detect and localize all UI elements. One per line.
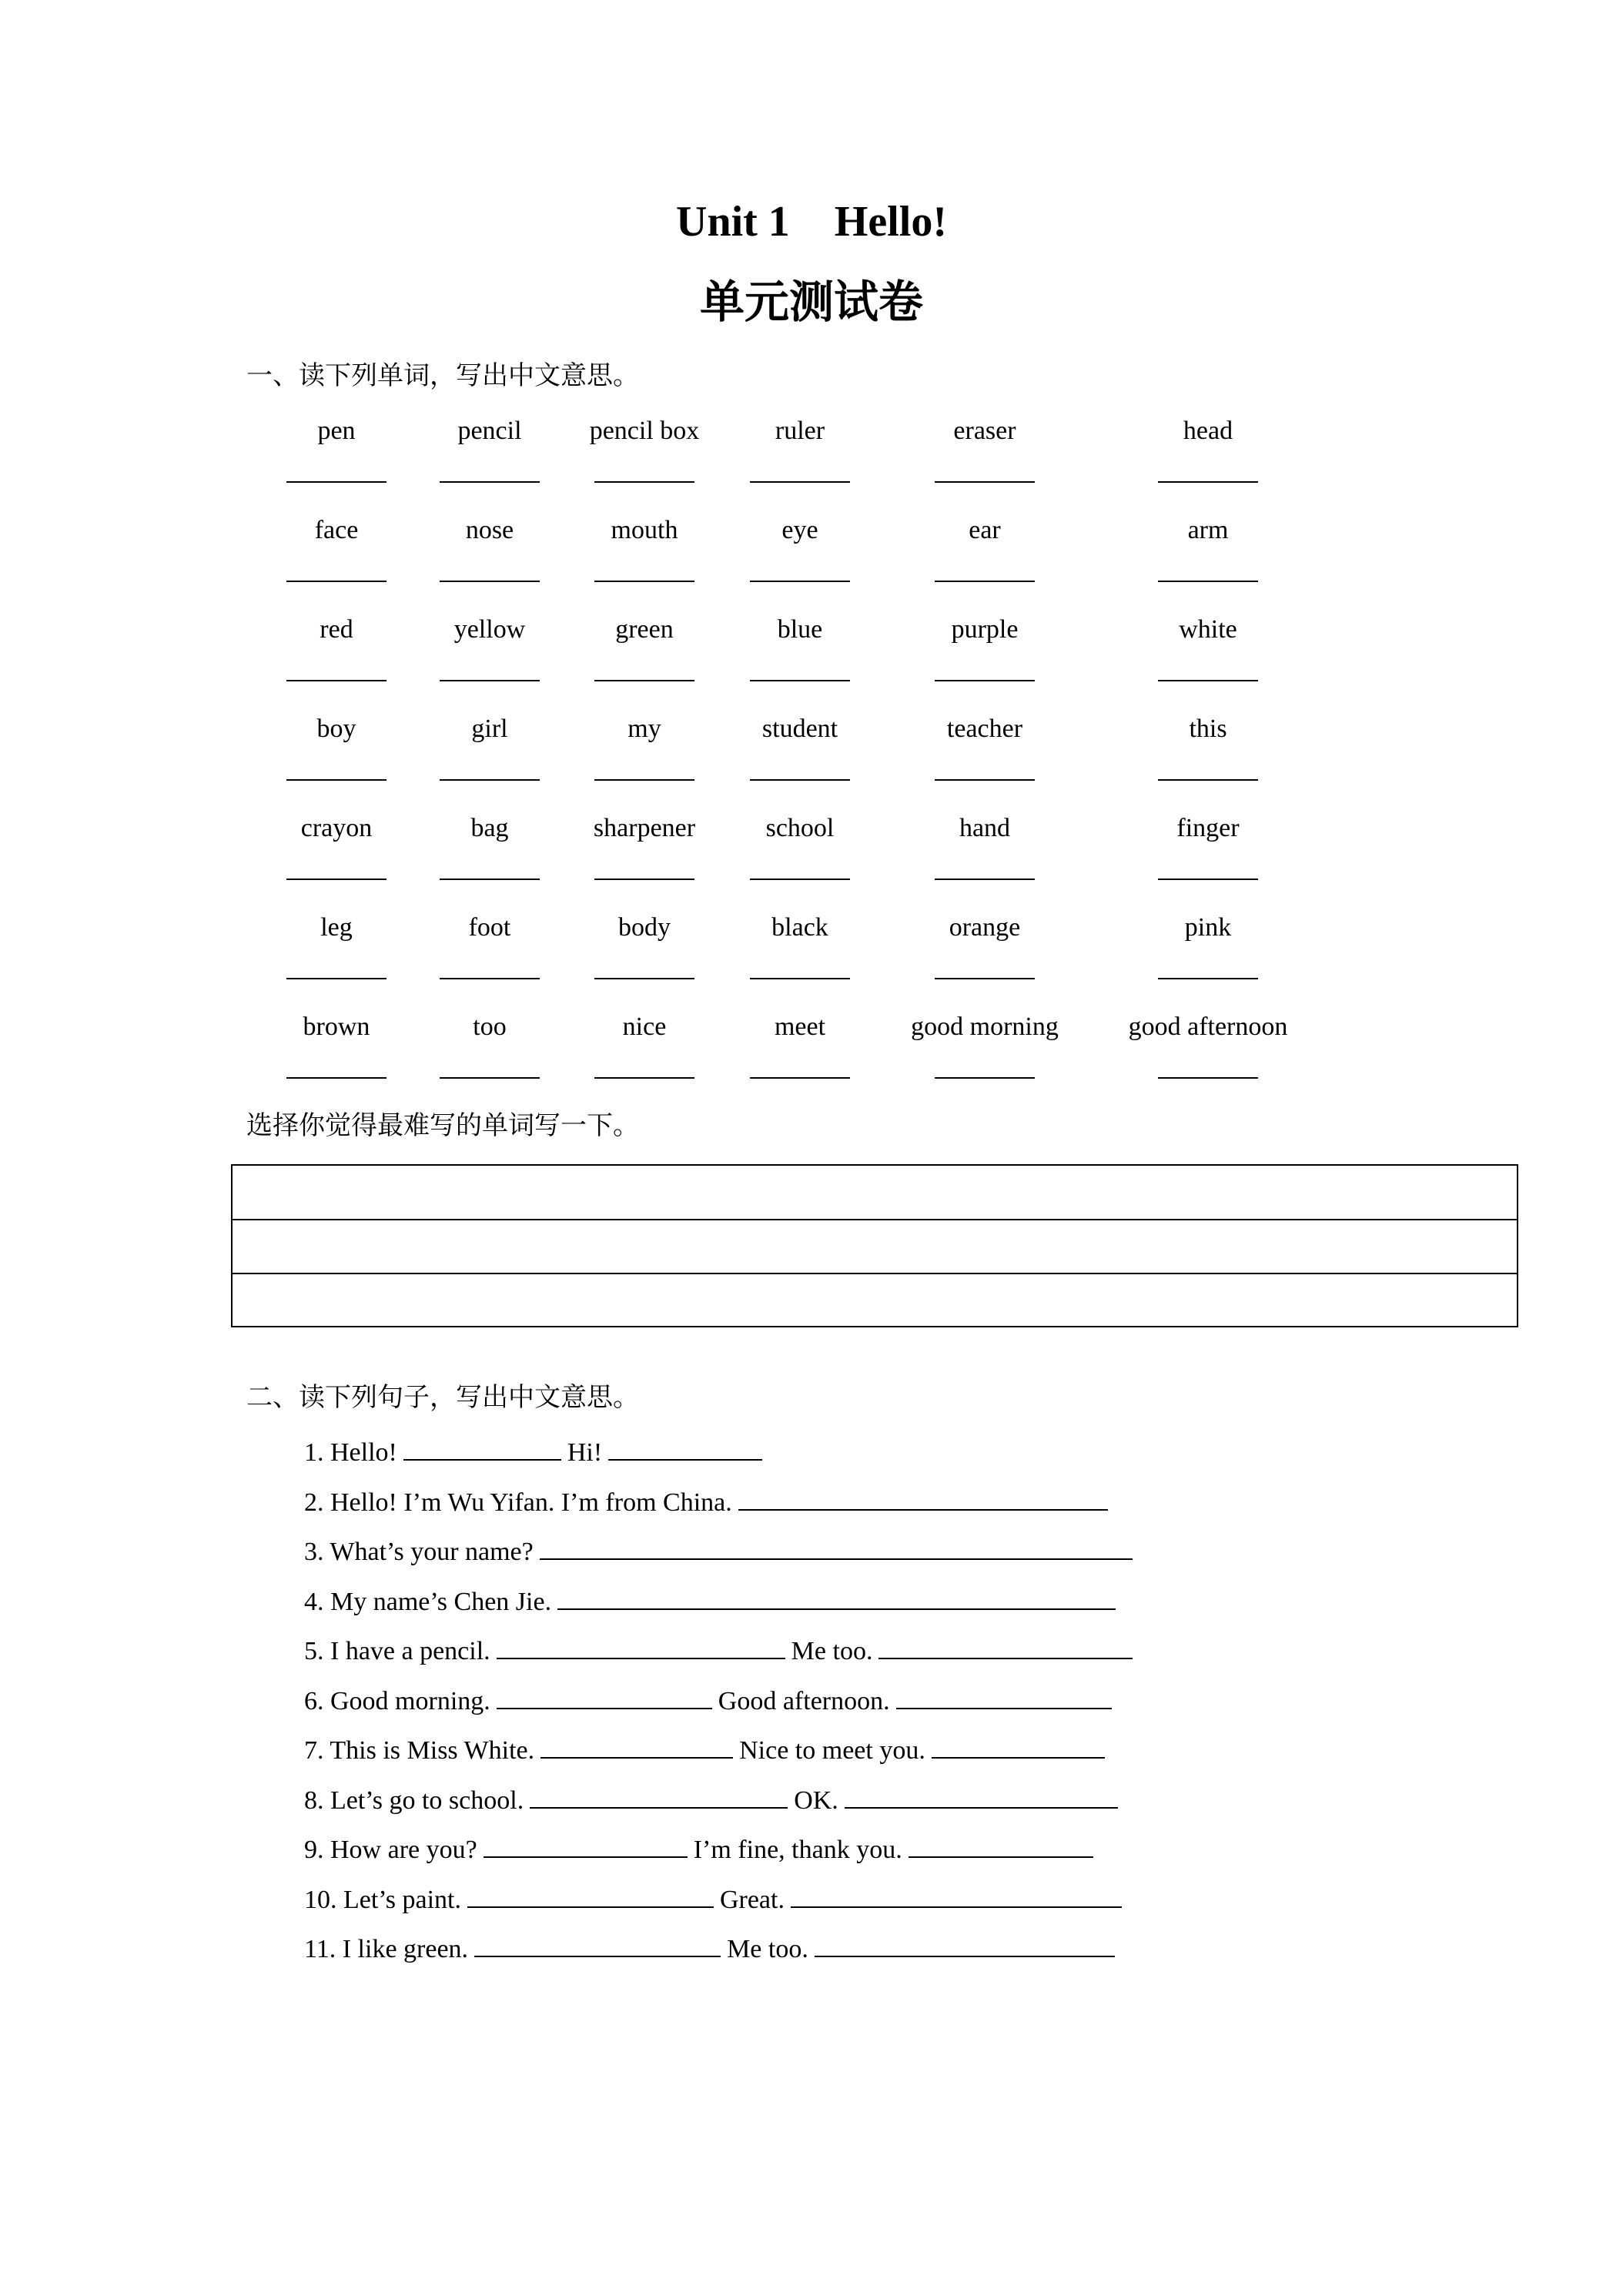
sentence-item <box>304 1428 1139 1478</box>
vocab-word: blue <box>777 615 823 644</box>
sentence-text: 8. Let’s go to school. <box>304 1786 524 1815</box>
sentence-text: 2. Hello! I’m Wu Yifan. I’m from China. <box>304 1488 732 1517</box>
sentence-text: 1. Hello! <box>304 1438 397 1467</box>
handwriting-rule <box>233 1273 1517 1274</box>
vocab-word: meet <box>774 1012 826 1041</box>
vocab-word: purple <box>951 615 1019 644</box>
answer-blank[interactable] <box>1158 481 1258 483</box>
word-row <box>0 805 1623 905</box>
sentence-item <box>304 1627 1139 1677</box>
answer-blank[interactable] <box>935 879 1035 880</box>
vocab-word: green <box>615 615 674 644</box>
answer-blank[interactable] <box>932 1734 1105 1759</box>
answer-blank[interactable] <box>594 879 694 880</box>
vocab-word: this <box>1189 715 1227 743</box>
vocab-word: head <box>1183 417 1233 445</box>
answer-blank[interactable] <box>750 879 850 880</box>
answer-blank[interactable] <box>1158 581 1258 582</box>
answer-blank[interactable] <box>484 1833 688 1858</box>
sentence-item <box>304 1776 1139 1826</box>
vocab-word: bag <box>470 814 509 842</box>
answer-blank[interactable] <box>608 1436 762 1461</box>
answer-blank[interactable] <box>750 1077 850 1079</box>
answer-blank[interactable] <box>1158 680 1258 681</box>
vocab-word: body <box>618 913 671 942</box>
sentence-text: I’m fine, thank you. <box>693 1836 902 1864</box>
answer-blank[interactable] <box>1158 1077 1258 1079</box>
vocab-word: white <box>1179 615 1237 644</box>
answer-blank[interactable] <box>1158 879 1258 880</box>
answer-blank[interactable] <box>497 1685 712 1709</box>
answer-blank[interactable] <box>896 1685 1112 1709</box>
answer-blank[interactable] <box>286 1077 387 1079</box>
write-prompt: 选择你觉得最难写的单词写一下。 <box>246 1110 639 1141</box>
sentence-item <box>304 1876 1139 1926</box>
vocab-word: pencil <box>457 417 522 445</box>
unit-label: Unit 1 <box>676 198 790 246</box>
answer-blank[interactable] <box>738 1486 1108 1511</box>
sentence-item <box>304 1925 1139 1975</box>
vocabulary-grid <box>0 408 1623 1103</box>
answer-blank[interactable] <box>750 978 850 979</box>
answer-blank[interactable] <box>286 879 387 880</box>
answer-blank[interactable] <box>935 1077 1035 1079</box>
answer-blank[interactable] <box>594 680 694 681</box>
sentence-item <box>304 1677 1139 1727</box>
answer-blank[interactable] <box>594 779 694 781</box>
vocab-word: student <box>761 715 838 743</box>
sentence-text: Hi! <box>567 1438 603 1467</box>
answer-blank[interactable] <box>286 481 387 483</box>
answer-blank[interactable] <box>403 1436 561 1461</box>
section2-heading: 二、读下列句子，写出中文意思。 <box>246 1382 639 1413</box>
sentence-text: 6. Good morning. <box>304 1686 490 1715</box>
sentence-item <box>304 1528 1139 1578</box>
sentence-text: 4. My name’s Chen Jie. <box>304 1587 552 1616</box>
vocab-word: finger <box>1176 814 1240 842</box>
answer-blank[interactable] <box>909 1833 1093 1858</box>
answer-blank[interactable] <box>878 1635 1133 1659</box>
vocab-word: ruler <box>775 417 825 445</box>
answer-blank[interactable] <box>750 481 850 483</box>
vocab-word: black <box>771 913 828 942</box>
answer-blank[interactable] <box>935 779 1035 781</box>
vocab-word: nose <box>465 516 514 544</box>
vocab-word: boy <box>316 715 356 743</box>
vocab-word: nice <box>622 1012 667 1041</box>
word-row <box>0 607 1623 706</box>
answer-blank[interactable] <box>935 481 1035 483</box>
vocab-word: teacher <box>946 715 1023 743</box>
vocab-word: red <box>320 615 353 644</box>
sentence-text: 10. Let’s paint. <box>304 1885 461 1914</box>
sentence-text: 5. I have a pencil. <box>304 1637 490 1665</box>
answer-blank[interactable] <box>594 978 694 979</box>
answer-blank[interactable] <box>286 779 387 781</box>
sentence-item <box>304 1826 1139 1876</box>
sentence-text: Great. <box>719 1885 785 1914</box>
sentence-list <box>304 1428 1139 1975</box>
word-row <box>0 706 1623 805</box>
vocab-word: too <box>473 1012 507 1041</box>
answer-blank[interactable] <box>594 481 694 483</box>
vocab-word: eraser <box>953 417 1016 445</box>
answer-blank[interactable] <box>474 1933 721 1957</box>
answer-blank[interactable] <box>594 581 694 582</box>
answer-blank[interactable] <box>440 581 540 582</box>
vocab-word: my <box>627 715 661 743</box>
answer-blank[interactable] <box>935 680 1035 681</box>
answer-blank[interactable] <box>440 1077 540 1079</box>
sentence-text: 3. What’s your name? <box>304 1538 534 1566</box>
answer-blank[interactable] <box>750 779 850 781</box>
vocab-word: good morning <box>911 1012 1059 1041</box>
vocab-word: leg <box>320 913 353 942</box>
answer-blank[interactable] <box>440 978 540 979</box>
vocab-word: eye <box>781 516 818 544</box>
answer-blank[interactable] <box>750 680 850 681</box>
vocab-word: face <box>314 516 359 544</box>
vocab-word: good afternoon <box>1128 1012 1288 1041</box>
vocab-word: mouth <box>611 516 678 544</box>
answer-blank[interactable] <box>497 1635 785 1659</box>
vocab-word: pencil box <box>589 417 700 445</box>
answer-blank[interactable] <box>440 481 540 483</box>
handwriting-box[interactable] <box>231 1164 1518 1327</box>
answer-blank[interactable] <box>540 1734 733 1759</box>
vocab-word: brown <box>303 1012 370 1041</box>
sentence-item <box>304 1478 1139 1528</box>
sentence-text: Nice to meet you. <box>739 1736 925 1765</box>
vocab-word: orange <box>949 913 1021 942</box>
vocab-word: school <box>765 814 835 842</box>
sentence-item <box>304 1726 1139 1776</box>
answer-blank[interactable] <box>286 581 387 582</box>
sentence-item <box>304 1578 1139 1628</box>
answer-blank[interactable] <box>815 1933 1115 1957</box>
vocab-word: foot <box>468 913 511 942</box>
word-row <box>0 408 1623 507</box>
vocab-word: pen <box>317 417 356 445</box>
answer-blank[interactable] <box>467 1883 714 1908</box>
answer-blank[interactable] <box>845 1784 1118 1809</box>
handwriting-rule <box>233 1219 1517 1220</box>
vocab-word: crayon <box>300 814 373 842</box>
answer-blank[interactable] <box>530 1784 788 1809</box>
vocab-word: sharpener <box>593 814 696 842</box>
section1-heading: 一、读下列单词，写出中文意思。 <box>246 360 639 391</box>
word-row <box>0 507 1623 607</box>
answer-blank[interactable] <box>750 581 850 582</box>
vocab-word: yellow <box>453 615 526 644</box>
page-title <box>0 191 1623 253</box>
sentence-text: Me too. <box>727 1935 808 1963</box>
answer-blank[interactable] <box>791 1883 1122 1908</box>
answer-blank[interactable] <box>440 879 540 880</box>
word-row <box>0 1004 1623 1103</box>
answer-blank[interactable] <box>1158 978 1258 979</box>
sentence-text: Me too. <box>791 1637 873 1665</box>
answer-blank[interactable] <box>935 581 1035 582</box>
sentence-text: OK. <box>794 1786 838 1815</box>
page-subtitle: 单元测试卷 <box>699 276 923 328</box>
vocab-word: hand <box>959 814 1011 842</box>
answer-blank[interactable] <box>1158 779 1258 781</box>
answer-blank[interactable] <box>440 680 540 681</box>
answer-blank[interactable] <box>594 1077 694 1079</box>
sentence-text: Good afternoon. <box>718 1686 890 1715</box>
answer-blank[interactable] <box>286 680 387 681</box>
sentence-text: 11. I like green. <box>304 1935 469 1963</box>
lesson-label: Hello! <box>834 198 947 246</box>
answer-blank[interactable] <box>440 779 540 781</box>
sentence-text: 9. How are you? <box>304 1836 477 1864</box>
answer-blank[interactable] <box>286 978 387 979</box>
answer-blank[interactable] <box>540 1535 1133 1560</box>
word-row <box>0 905 1623 1004</box>
vocab-word: arm <box>1187 516 1229 544</box>
vocab-word: ear <box>969 516 1001 544</box>
sentence-text: 7. This is Miss White. <box>304 1736 535 1765</box>
vocab-word: girl <box>471 715 508 743</box>
answer-blank[interactable] <box>935 978 1035 979</box>
vocab-word: pink <box>1184 913 1232 942</box>
answer-blank[interactable] <box>557 1585 1116 1610</box>
